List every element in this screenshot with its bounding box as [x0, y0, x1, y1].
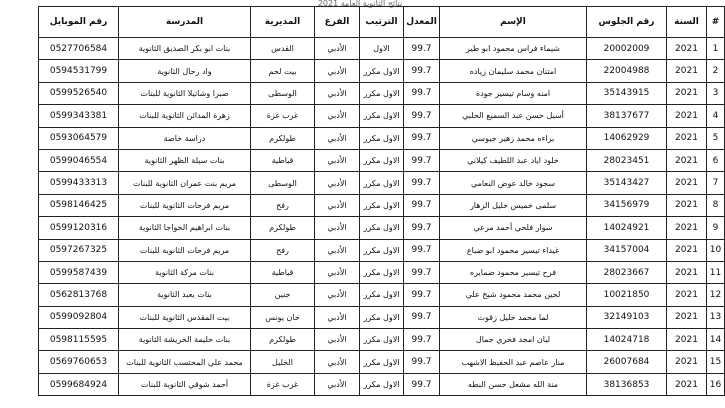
row-rank: الاول مكرر	[360, 60, 404, 82]
row-seat-number: 20002009	[587, 38, 667, 60]
row-index: 8	[707, 194, 725, 216]
row-index: 7	[707, 172, 725, 194]
row-name: فرح تيسير محمود ضمايره	[440, 261, 587, 283]
row-year: 2021	[667, 373, 707, 395]
row-mobile: 0597267325	[39, 239, 119, 261]
row-rank: الاول مكرر	[360, 217, 404, 239]
header-school: المدرسة	[119, 7, 251, 38]
row-directorate: قباطية	[251, 261, 315, 283]
table-row	[39, 329, 725, 351]
table-row	[39, 172, 725, 194]
row-rank: الاول مكرر	[360, 329, 404, 351]
row-directorate: طولكرم	[251, 329, 315, 351]
row-average: 99.7	[404, 82, 440, 104]
table-row	[39, 261, 725, 283]
table-row	[39, 105, 725, 127]
table-row	[39, 306, 725, 328]
row-rank: الاول مكرر	[360, 82, 404, 104]
row-branch: الأدبي	[315, 172, 360, 194]
row-average: 99.7	[404, 149, 440, 171]
row-index: 1	[707, 38, 725, 60]
row-year: 2021	[667, 127, 707, 149]
row-branch: الأدبي	[315, 194, 360, 216]
row-average: 99.7	[404, 239, 440, 261]
page-caption: نتائج الثانوية العامة 2021	[317, 0, 403, 8]
row-seat-number: 38136853	[587, 373, 667, 395]
row-mobile: 0599587439	[39, 261, 119, 283]
row-seat-number: 28023451	[587, 149, 667, 171]
row-school: أحمد شوقي الثانوية للبنات	[119, 373, 251, 395]
table-row	[39, 217, 725, 239]
row-rank: الاول مكرر	[360, 172, 404, 194]
table-row	[39, 239, 725, 261]
row-name: سلمى خميس خليل الزهار	[440, 194, 587, 216]
table-row	[39, 127, 725, 149]
row-school: بنات ابراهيم الخواجا الثانوية	[119, 217, 251, 239]
table-row	[39, 373, 725, 395]
row-average: 99.7	[404, 306, 440, 328]
row-index: 6	[707, 149, 725, 171]
row-seat-number: 26007684	[587, 351, 667, 373]
row-average: 99.7	[404, 194, 440, 216]
row-directorate: رفح	[251, 194, 315, 216]
row-branch: الأدبي	[315, 351, 360, 373]
row-name: امتنان محمد سليمان زياده	[440, 60, 587, 82]
row-index: 10	[707, 239, 725, 261]
header-branch: الفرع	[315, 7, 360, 38]
row-directorate: طولكرم	[251, 127, 315, 149]
header-index: #	[707, 7, 725, 38]
table-row	[39, 194, 725, 216]
row-seat-number: 35143427	[587, 172, 667, 194]
row-name: امنه وسام تيسير جودة	[440, 82, 587, 104]
row-average: 99.7	[404, 105, 440, 127]
row-index: 9	[707, 217, 725, 239]
row-rank: الاول مكرر	[360, 194, 404, 216]
row-branch: الأدبي	[315, 82, 360, 104]
header-average: المعدل	[404, 7, 440, 38]
table-row	[39, 149, 725, 171]
row-school: بنات سيلة الظهر الثانوية	[119, 149, 251, 171]
row-mobile: 0593064579	[39, 127, 119, 149]
row-school: بنات حليمة الخريشة الثانوية	[119, 329, 251, 351]
row-mobile: 0599092804	[39, 306, 119, 328]
row-rank: الاول مكرر	[360, 149, 404, 171]
row-directorate: غرب غزة	[251, 105, 315, 127]
row-name: خلود اياد عبد اللطيف كيلاني	[440, 149, 587, 171]
row-index: 16	[707, 373, 725, 395]
header-seat-number: رقم الجلوس	[587, 7, 667, 38]
row-mobile: 0599343381	[39, 105, 119, 127]
row-mobile: 0599433313	[39, 172, 119, 194]
row-mobile: 0599526540	[39, 82, 119, 104]
row-year: 2021	[667, 82, 707, 104]
row-directorate: رفح	[251, 239, 315, 261]
row-average: 99.7	[404, 351, 440, 373]
row-directorate: جنين	[251, 284, 315, 306]
row-seat-number: 22004988	[587, 60, 667, 82]
row-school: دراسة خاصة	[119, 127, 251, 149]
row-directorate: خان يونس	[251, 306, 315, 328]
row-index: 15	[707, 351, 725, 373]
row-branch: الأدبي	[315, 105, 360, 127]
row-branch: الأدبي	[315, 149, 360, 171]
row-year: 2021	[667, 329, 707, 351]
row-index: 12	[707, 284, 725, 306]
row-name: لما محمد خليل زقوت	[440, 306, 587, 328]
row-index: 4	[707, 105, 725, 127]
row-index: 13	[707, 306, 725, 328]
row-year: 2021	[667, 105, 707, 127]
table-row	[39, 82, 725, 104]
row-school: محمد علي المحتسب الثانوية للبنات	[119, 351, 251, 373]
row-directorate: الخليل	[251, 351, 315, 373]
row-year: 2021	[667, 149, 707, 171]
row-name: سوار فلحي أحمد مرعي	[440, 217, 587, 239]
row-year: 2021	[667, 38, 707, 60]
row-average: 99.7	[404, 329, 440, 351]
table-row	[39, 38, 725, 60]
row-mobile: 0599046554	[39, 149, 119, 171]
row-branch: الأدبي	[315, 261, 360, 283]
row-average: 99.7	[404, 284, 440, 306]
row-seat-number: 14024921	[587, 217, 667, 239]
table-row	[39, 284, 725, 306]
row-average: 99.7	[404, 38, 440, 60]
table-row	[39, 60, 725, 82]
row-directorate: القدس	[251, 38, 315, 60]
row-school: صبرا وشاتيلا الثانوية للبنات	[119, 82, 251, 104]
row-rank: الاول مكرر	[360, 239, 404, 261]
row-average: 99.7	[404, 172, 440, 194]
row-year: 2021	[667, 284, 707, 306]
row-mobile: 0527706584	[39, 38, 119, 60]
row-year: 2021	[667, 239, 707, 261]
row-branch: الأدبي	[315, 373, 360, 395]
row-directorate: الوسطى	[251, 172, 315, 194]
row-school: زهرة المدائن الثانوية للبنات	[119, 105, 251, 127]
row-seat-number: 35143915	[587, 82, 667, 104]
row-name: منار عاصم عبد الحفيظ الاشهب	[440, 351, 587, 373]
row-name: سجود خالد عوض النعامي	[440, 172, 587, 194]
row-rank: الاول مكرر	[360, 373, 404, 395]
header-rank: الترتيب	[360, 7, 404, 38]
row-mobile: 0598146425	[39, 194, 119, 216]
row-directorate: قباطية	[251, 149, 315, 171]
row-branch: الأدبي	[315, 217, 360, 239]
row-year: 2021	[667, 306, 707, 328]
row-average: 99.7	[404, 60, 440, 82]
row-rank: الاول مكرر	[360, 105, 404, 127]
header-directorate: المديرية	[251, 7, 315, 38]
row-seat-number: 10021850	[587, 284, 667, 306]
row-seat-number: 14062929	[587, 127, 667, 149]
row-average: 99.7	[404, 261, 440, 283]
row-index: 5	[707, 127, 725, 149]
row-year: 2021	[667, 194, 707, 216]
row-index: 2	[707, 60, 725, 82]
row-name: براءه محمد زهير جيوسي	[440, 127, 587, 149]
row-rank: الاول مكرر	[360, 261, 404, 283]
row-year: 2021	[667, 351, 707, 373]
row-school: مريم بنت عمران الثانوية للبنات	[119, 172, 251, 194]
row-average: 99.7	[404, 127, 440, 149]
row-year: 2021	[667, 217, 707, 239]
row-rank: الاول مكرر	[360, 127, 404, 149]
row-mobile: 0569760653	[39, 351, 119, 373]
row-rank: الاول	[360, 38, 404, 60]
row-directorate: بيت لحم	[251, 60, 315, 82]
row-mobile: 0598115595	[39, 329, 119, 351]
row-branch: الأدبي	[315, 127, 360, 149]
row-branch: الأدبي	[315, 38, 360, 60]
row-mobile: 0594531799	[39, 60, 119, 82]
row-year: 2021	[667, 172, 707, 194]
row-school: واد رحال الثانوية	[119, 60, 251, 82]
row-school: بيت المقدس الثانوية للبنات	[119, 306, 251, 328]
row-branch: الأدبي	[315, 239, 360, 261]
header-year: السنة	[667, 7, 707, 38]
row-seat-number: 34157004	[587, 239, 667, 261]
row-name: ليان امجد فخري جمال	[440, 329, 587, 351]
row-index: 11	[707, 261, 725, 283]
results-table	[38, 6, 725, 396]
row-school: بنات مركة الثانوية	[119, 261, 251, 283]
table-row	[39, 351, 725, 373]
row-name: منة الله مشعل حسن البطه	[440, 373, 587, 395]
row-year: 2021	[667, 60, 707, 82]
row-school: مريم فرحات الثانوية للبنات	[119, 194, 251, 216]
row-index: 14	[707, 329, 725, 351]
row-directorate: الوسطى	[251, 82, 315, 104]
header-mobile: رقم الموبايل	[39, 7, 119, 38]
row-name: غيداء تيسير محمود ابو ضباع	[440, 239, 587, 261]
row-directorate: غرب غزة	[251, 373, 315, 395]
header-name: الإسم	[440, 7, 587, 38]
row-directorate: طولكرم	[251, 217, 315, 239]
row-seat-number: 14024718	[587, 329, 667, 351]
row-school: بنات ابو بكر الصديق الثانوية	[119, 38, 251, 60]
row-branch: الأدبي	[315, 60, 360, 82]
row-rank: الاول مكرر	[360, 351, 404, 373]
row-seat-number: 34156979	[587, 194, 667, 216]
row-mobile: 0599684924	[39, 373, 119, 395]
row-school: بنات يعبد الثانوية	[119, 284, 251, 306]
row-branch: الأدبي	[315, 329, 360, 351]
row-seat-number: 28023667	[587, 261, 667, 283]
row-average: 99.7	[404, 373, 440, 395]
row-rank: الاول مكرر	[360, 306, 404, 328]
row-index: 3	[707, 82, 725, 104]
row-name: شيماء فراس محمود ابو طير	[440, 38, 587, 60]
row-rank: الاول مكرر	[360, 284, 404, 306]
row-mobile: 0562813768	[39, 284, 119, 306]
row-average: 99.7	[404, 217, 440, 239]
header-row	[39, 7, 725, 38]
row-school: مريم فرحات الثانوية للبنات	[119, 239, 251, 261]
row-seat-number: 38137677	[587, 105, 667, 127]
row-mobile: 0599120316	[39, 217, 119, 239]
row-year: 2021	[667, 261, 707, 283]
row-name: لجين محمد محمود شيخ علي	[440, 284, 587, 306]
row-branch: الأدبي	[315, 306, 360, 328]
row-branch: الأدبي	[315, 284, 360, 306]
row-name: أسيل حسن عبد السميع الحلبي	[440, 105, 587, 127]
row-seat-number: 32149103	[587, 306, 667, 328]
